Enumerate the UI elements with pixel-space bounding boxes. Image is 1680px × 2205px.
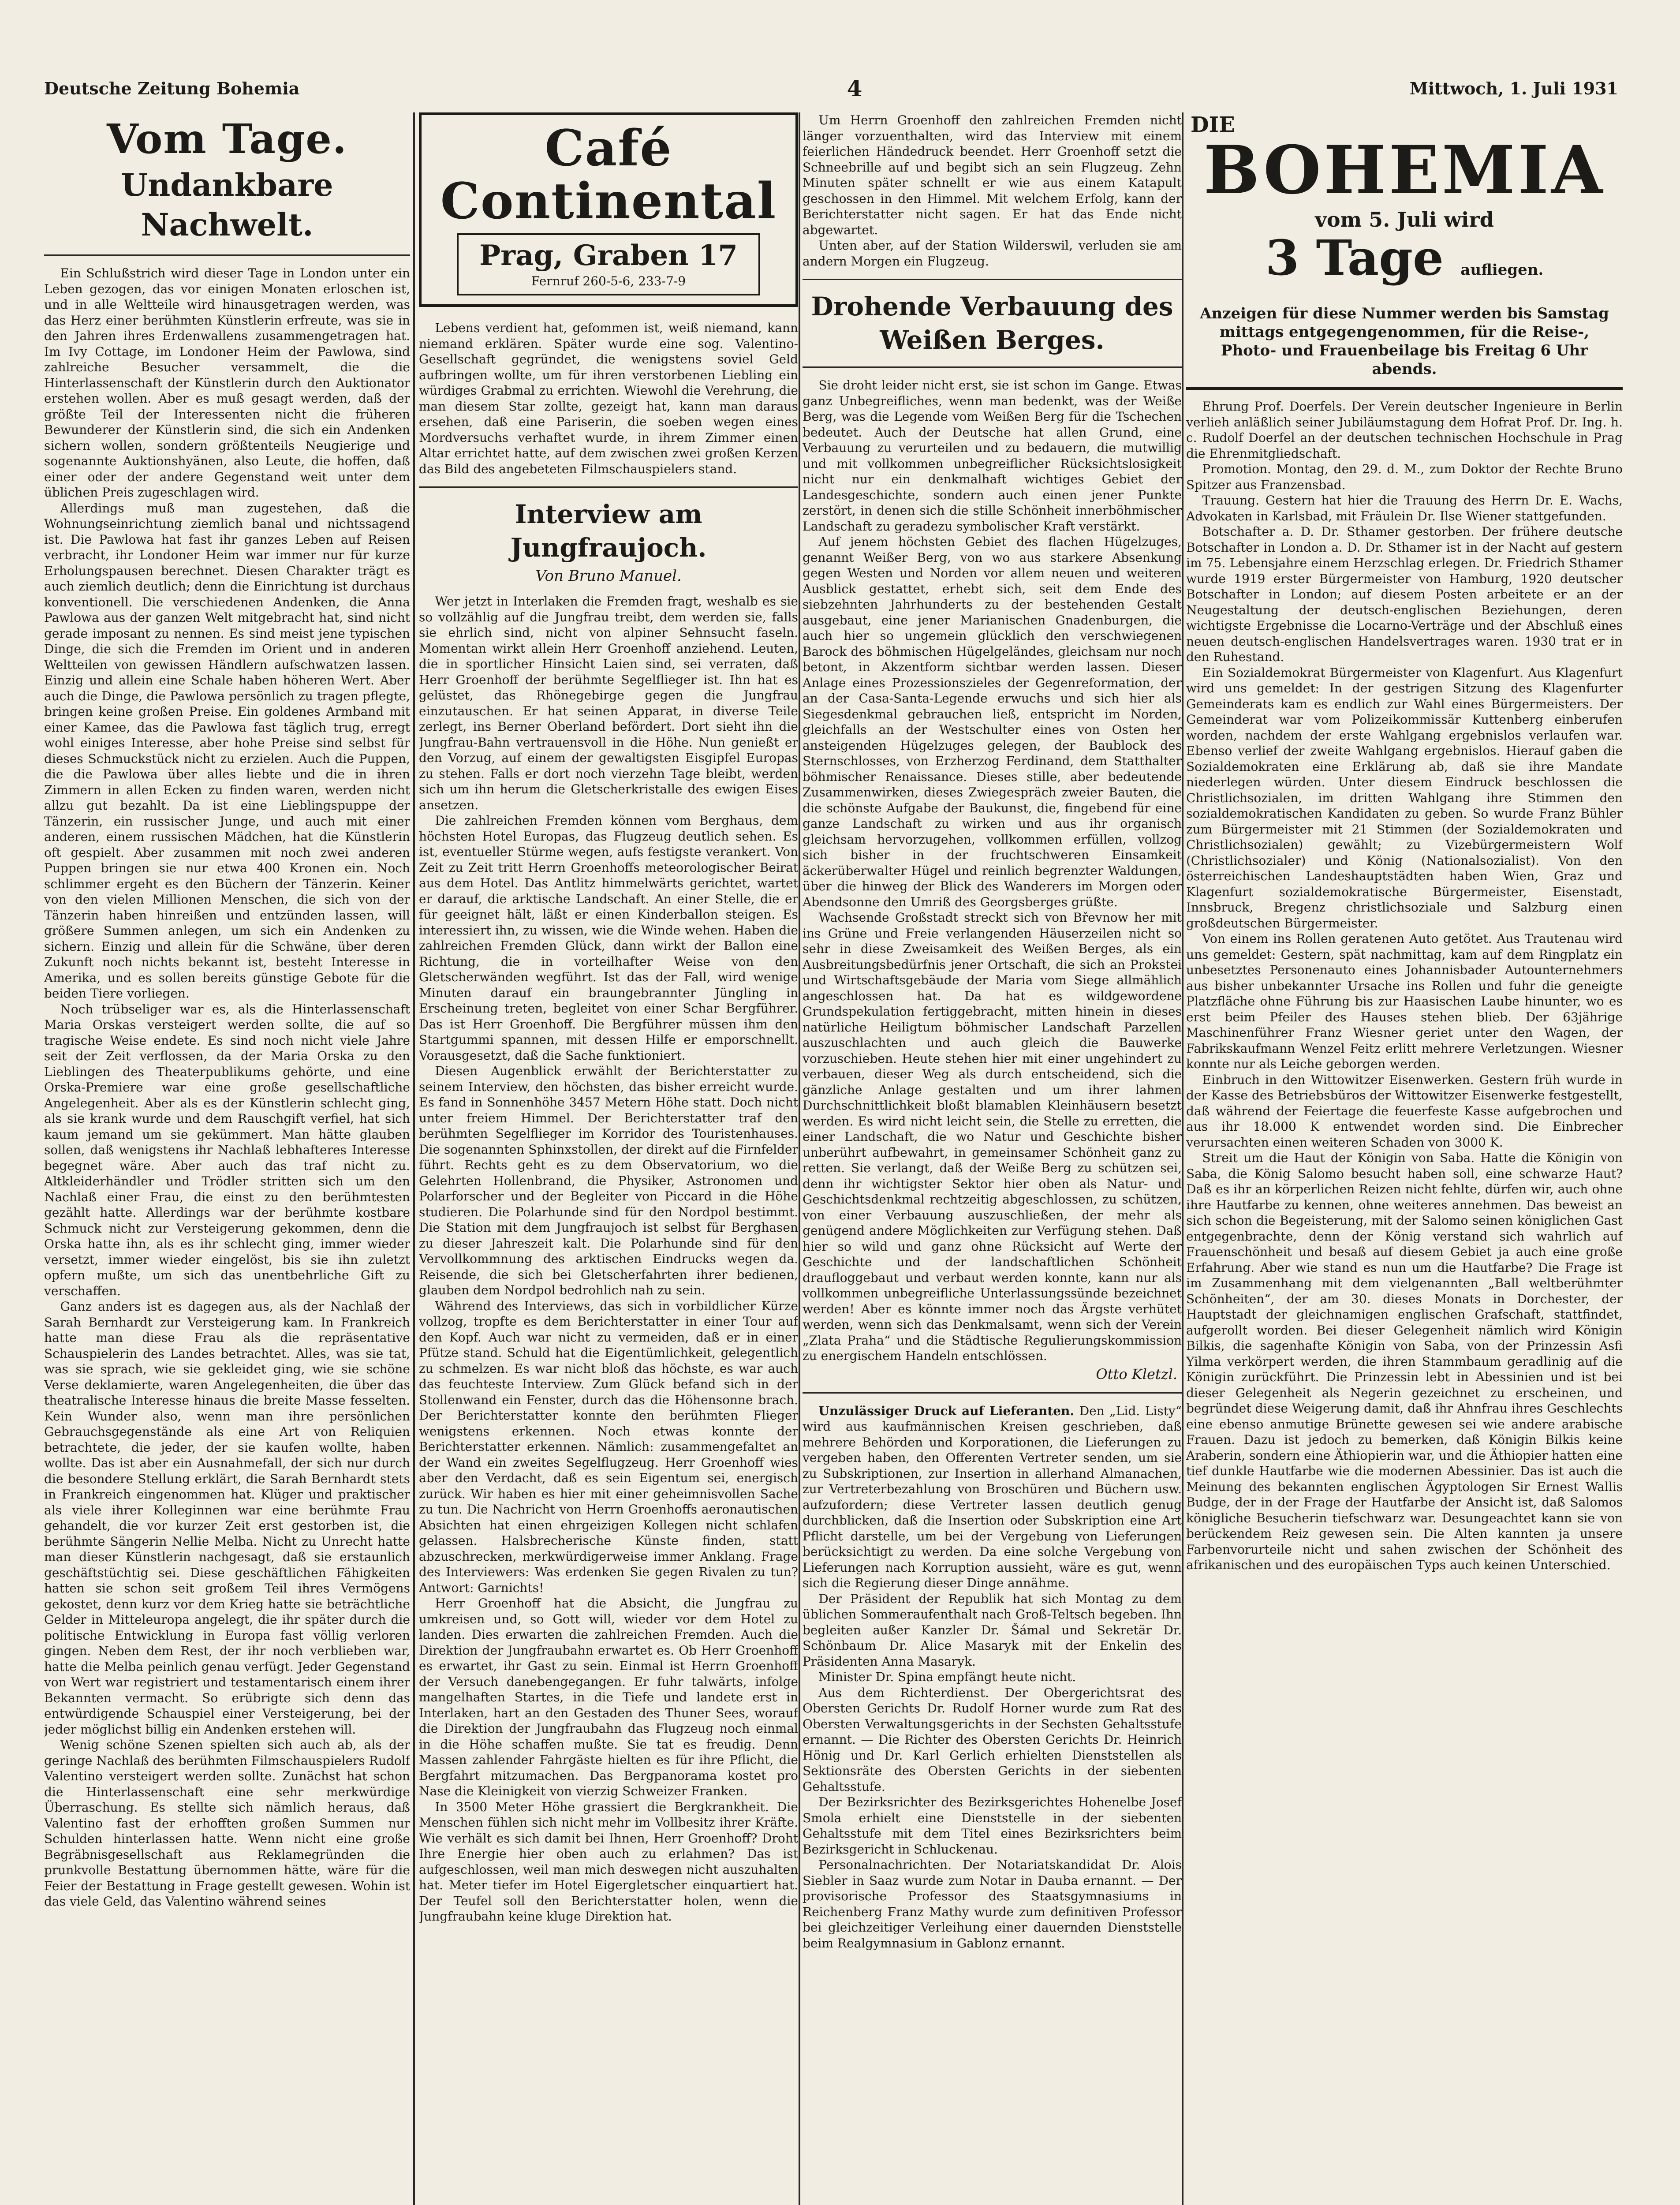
paragraph-text: Den „Lid. Listy“ wird aus kaufmännischen Kreisen geschrieben, daß mehrere Behörden und Korporationen, die Lieferungen zu vergeben haben, den Offerenten Vertreter senden, um sie zu Subskriptionen, zur Insertion in allerhand Almanachen, zur Vertreterbezahlung von Broschüren und Büchern usw. aufzufordern; diese Vertreter lassen deutlich genug durchblicken, daß die Insertion oder Subskription eine Art Pflicht darstelle, um bei der Vergebung von Lieferungen berücksichtigt zu werden. Da eine solche Vergebung von Lieferungen nach Korruption aussieht, wäre es gut, wenn sich die Regierung dieser Dinge annähme.: [803, 1403, 1182, 1590]
divider: [44, 254, 410, 256]
paragraph: Wenig schöne Szenen spielten sich auch ab, als der geringe Nachlaß des berühmten Filmschauspielers Rudolf Valentino versteigert werden sollte. Zunächst hat schon die Hinterlassenschaft eine sehr merkwürdige Überraschung. Es stellte sich nämlich heraus, daß Valentino fast der erhofften großen Summen nur Schulden hinterlassen hatte. Wenn nicht eine große Begräbnisgesellschaft aus Reklamegründen die prunkvolle Bestattung übernommen hätte, wäre für die Feier der Bestattung in Frage gestellt gewesen. Wohin ist das viele Geld, das Valentino während seines: [44, 1738, 410, 1909]
page-header: [44, 71, 1618, 106]
paragraph: Diesen Augenblick erwählt der Berichterstatter zu seinem Interview, den höchsten, das bisher erreicht wurde. Es fand in Sonnenhöhe 3457 Metern Höhe statt. Doch nicht unter freiem Himmel. Der Berichterstatter traf den berühmten Segelflieger im Korridor des Touristenhauses. Die sogenannten Sphinxstollen, der direkt auf die Firnfelder führt. Rechts geht es zu dem Observatorium, wo die Gelehrten Hollenbrand, die Physiker, Astronomen und Polarforscher und der Begleiter von Piccard in die Höhe studieren. Die Polarhunde sind für den Nordpol bestimmt. Die Station mit dem Jungfraujoch ist selbst für Berghasen zu dieser Jahreszeit kalt. Die Polarhunde sind für den Vervollkommnung des arktischen Eindrucks wegen da. Reisende, die sich bei Gletscherfahrten ihrer bedienen, glauben dem Nordpol bedrohlich nah zu sein.: [419, 1064, 798, 1297]
paragraph: Die zahlreichen Fremden können vom Berghaus, dem höchsten Hotel Europas, das Flugzeug deutlich sehen. Es ist, eventueller Stürme wegen, aufs festigste verankert. Von Zeit zu Zeit tritt Herrn Groenhoffs meteorologischer Beirat aus dem Hotel. Das Antlitz himmelwärts gerichtet, wartet er darauf, die arktische Landschaft. An einer Stelle, die er für geeignet hält, läßt er einen Kinderballon steigen. Es interessiert ihn, zu wissen, wie die Winde wehen. Haben die zahlreichen Fremden Glück, dann wirkt der Ballon eine Richtung, die in vorteilhafter Weise von den Gletscherwänden wegführt. Ist das der Fall, wird wenige Minuten darauf ein braungebrannter Jüngling in Erscheinung treten, begleitet von einer Schar Bergführer. Das ist Herr Groenhoff. Die Bergführer müssen ihm den Startgummi spannen, mit dessen Hilfe er emporschnellt. Vorausgesetzt, daß die Sache funktioniert.: [419, 813, 798, 1063]
advertisement-bohemia: [1186, 112, 1623, 390]
column-3: [803, 112, 1182, 2205]
paragraph: Streit um die Haut der Königin von Saba. Hatte die Königin von Saba, die König Salomo besucht haben soll, eine schwarze Haut? Daß es ihr an körperlichen Reizen nicht fehlte, dürfen wir, auch ohne ihre Hautfarbe zu kennen, ohne weiteres annehmen. Das beweist an sich schon die Begeisterung, mit der Salomo seinen königlichen Gast entgegenbrachte, denn der König verstand sich wahrlich auf Frauenschönheit und besaß auf diesem Gebiet ja auch eine große Erfahrung. Aber wie stand es nun um die Hautfarbe? Die Frage ist im Zusammenhang mit dem vielgenannten „Ball weltberühmter Schönheiten“, der am 30. dieses Monats in Dorchester, der Hauptstadt der gleichnamigen englischen Grafschaft, stattfindet, aufgerollt worden. Bei dieser Gelegenheit nämlich wird Königin Bilkis, die sagenhafte Königin von Saba, von der Prinzessin Asfi Yilma verkörpert werden, die ihren Stammbaum geradlinig auf die Königin zurückführt. Die Prinzessin lebt in Abessinien und ist bei dieser Gelegenheit als Negerin gezeichnet zu erscheinen, und begründet diese Weigerung damit, daß ihr Ahnfrau ihres Geschlechts eine ebenso anmutige Brünette gewesen sei wie andere arabische Frauen. Dazu ist jedoch zu bemerken, daß Königin Bilkis keine Araberin, sondern eine Äthiopierin war, und die Äthiopier hatten eine tief dunkle Hautfarbe wie die modernen Abessinier. Das ist auch die Meinung des bekannten englischen Ägyptologen Sir Ernest Wallis Budge, der in der Frage der Hautfarbe der Ansicht ist, daß Salomos königliche Besucherin tiefschwarz war. Desungeachtet kann sie von berückendem Reiz gewesen sein. Die Alten kannten ja unsere Farbenvorurteile nicht und sahen zwischen der Schönheit des afrikanischen und des europäischen Typs auch keinen Unterschied.: [1186, 1151, 1623, 1572]
page-number: 4: [847, 75, 862, 101]
paragraph: Lebens verdient hat, gefommen ist, weiß niemand, kann niemand erklären. Später wurde eine sog. Valentino-Gesellschaft gegründet, die wenigstens soviel Geld aufbringen wollte, um für ihren verstorbenen Liebling ein würdiges Grabmal zu errichten. Wiewohl die Verehrung, die man diesem Star zollte, gezeigt hat, kann man daraus ersehen, daß eine Pariserin, die soeben wegen eines Mordversuchs verhaftet wurde, in ihrem Zimmer einen Altar errichtet hatte, auf dem zwischen zwei großen Kerzen das Bild des angebeteten Filmschauspielers stand.: [419, 321, 798, 476]
paragraph: In 3500 Meter Höhe grassiert die Bergkrankheit. Die Menschen fühlen sich nicht mehr im Vollbesitz ihrer Kräfte. Wie verhält es sich damit bei Ihnen, Herr Groenhoff? Droht Ihre Energie hier oben auch zu erlahmen? Das ist aufgeschlossen, weil man mich deswegen nicht auszuhalten hat. Meter tiefer im Hotel Eigergletscher einquartiert hat. Der Teufel soll den Berichterstatter holen, wenn die Jungfraubahn keine kluge Direktion hat.: [419, 1799, 798, 1924]
ad-days-text: 3 Tage: [1265, 229, 1444, 286]
column-2: [419, 112, 798, 2205]
column-4: [1186, 112, 1623, 2205]
article-title: Interview am Jungfraujoch.: [510, 499, 707, 563]
article-title: Drohende Verbauung des Weißen Berges.: [811, 292, 1173, 355]
column-rule: [799, 112, 800, 2205]
paragraph: Unten aber, auf der Station Wilderswil, verluden sie am andern Morgen ein Flugzeug.: [803, 238, 1182, 269]
ad-cafe-address: Prag, Graben 17: [479, 239, 738, 272]
spacer: [1186, 390, 1623, 399]
divider: [803, 366, 1182, 368]
ad-bohemia-line: vom 5. Juli wird: [1315, 208, 1494, 232]
paragraph: Von einem ins Rollen geratenen Auto getötet. Aus Trautenau wird uns gemeldet: Gestern, spät nachmittag, kam auf dem Ringplatz ein unbesetztes Personenauto eines Johannisbader Autounternehmers aus bisher unbekannter Ursache ins Rollen und fuhr die geneigte Platzfläche ohne Führung bis zur Haasischen Laube hinunter, wo es erst beim Pfeiler des Hauses stehen blieb. Der 63jährige Maschinenführer Franz Wiesner geriet unter den Wagen, der Fabrikskaufmann Wenzel Feitz erlitt mehrere Verletzungen. Wiesner konnte nur als Leiche geborgen werden.: [1186, 931, 1623, 1071]
paragraph: Botschafter a. D. Dr. Sthamer gestorben. Der frühere deutsche Botschafter in London a. D. Dr. Sthamer ist in der Nacht auf gestern im 75. Lebensjahre einem Herzschlag erlegen. Dr. Friedrich Sthamer wurde 1919 erster Bürgermeister von Hamburg, 1920 deutscher Botschafter in London; auf diesem Posten arbeitete er an der Neugestaltung der deutsch-englischen Beziehungen, deren wichtigste Ergebnisse die Locarno-Verträge und der Abschluß eines neuen deutsch-englischen Handelsvertrages waren. 1930 trat er in den Ruhestand.: [1186, 524, 1623, 664]
paragraph: Ein Schlußstrich wird dieser Tage in London unter ein Leben gezogen, das vor einigen Monaten erloschen ist, und in alle Weltteile wird hinausgetragen werden, was das Herz einer berühmten Künstlerin erfreute, was sie in den Jahren ihres Erdenwallens zusammengetragen hat. Im Ivy Cottage, im Londoner Heim der Pawlowa, sind zahlreiche Besucher versammelt, die die Hinterlassenschaft der Künstlerin durch den Auktionator erstehen wollen. Aber es muß gesagt werden, daß der größte Teil der Interessenten nicht die früheren Bewunderer der Künstlerin sind, die sich ein Andenken sichern wollen, sondern größtenteils Neugierige und sogenannte Auktionshyänen, also Leute, die hoffen, daß einer oder der andere Gegenstand weit unter dem üblichen Preis zugeschlagen wird.: [44, 266, 410, 500]
paragraph: Aus dem Richterdienst. Der Obergerichtsrat des Obersten Gerichts Dr. Rudolf Horner wurde zum Rat des Obersten Verwaltungsgerichts in der Sechsten Gehaltsstufe ernannt. — Die Richter des Obersten Gerichts Dr. Heinrich Hönig und Dr. Karl Gerlich erhielten Dienststellen als Sektionsräte des Obersten Gerichts in der siebenten Gehaltsstufe.: [803, 1685, 1182, 1794]
paragraph: Ehrung Prof. Doerfels. Der Verein deutscher Ingenieure in Berlin verlieh anläßlich seiner Jubiläumstagung dem Hofrat Prof. Dr. Ing. h. c. Rudolf Doerfel an der deutschen technischen Hochschule in Prag die Ehrenmitgliedschaft.: [1186, 399, 1623, 461]
paragraph: Einbruch in den Wittowitzer Eisenwerken. Gestern früh wurde in der Kasse des Betriebsbüros der Wittowitzer Eisenwerke festgestellt, daß während der Feiertage die feuerfeste Kasse aufgebrochen und aus ihr 18.000 K entwendet worden sind. Die Einbrecher verursachten einen weiteren Schaden von 3000 K.: [1186, 1072, 1623, 1150]
paragraph: Personalnachrichten. Der Notariatskandidat Dr. Alois Siebler in Saaz wurde zum Notar in Daubа ernannt. — Der provisorische Professor des Staatsgymnasiums in Reichenberg Franz Mathy wurde zum definitiven Professor bei gleichzeitiger Verleihung einer dauernden Dienststelle beim Realgymnasium in Gablonz ernannt.: [803, 1857, 1182, 1951]
paragraph: Noch trübseliger war es, als die Hinterlassenschaft Maria Orskas versteigert werden sollte, die auf so tragische Weise endete. Es sind noch nicht viele Jahre seit der Zeit verflossen, da der Maria Orska zu den Lieblingen des Theaterpublikums gehörte, und eine Orska-Premiere war eine große gesellschaftliche Angelegenheit. Aber als es der Künstlerin schlecht ging, als sie krank wurde und dem Rauschgift verfiel, hat sich kaum jemand um sie gekümmert. Man hätte glauben sollen, daß wenigstens ihr Nachlaß lebhafteres Interesse begegnet wäre. Aber auch das traf nicht zu. Altkleiderhändler und Trödler stritten sich um den Nachlaß einer Frau, die einst zu den berühmtesten gezählt hatte. Allerdings war der berühmte kostbare Schmuck nicht zur Versteigerung gekommen, denn die Orska hatte ihn, als es ihr schlecht ging, immer wieder versetzt, immer wieder eingelöst, bis sie ihn zuletzt opfern mußte, um sich das unentbehrliche Gift zu verschaffen.: [44, 1002, 410, 1298]
paper-name: Deutsche Zeitung Bohemia: [44, 78, 300, 98]
divider: [803, 279, 1182, 280]
divider: [419, 486, 798, 488]
ad-cafe-phone: Fernruf 260-5-6, 233-7-9: [531, 274, 686, 288]
paragraph: Der Präsident der Republik hat sich Montag zu dem üblichen Sommeraufenthalt nach Groß-Teltsch begeben. Ihn begleiten außer Kanzler Dr. Šámal und Sekretär Dr. Schönbaum Dr. Alice Masaryk mit der Enkelin des Präsidenten Anna Masaryk.: [803, 1591, 1182, 1669]
ad-bohemia-title: BOHEMIA: [1203, 131, 1605, 209]
paragraph: Wer jetzt in Interlaken die Fremden fragt, weshalb es sie so vollzählig auf die Jungfrau treibt, dem werden sie, falls sie ehrlich sind, nicht von alpiner Sehnsucht faseln. Momentan wirkt allein Herr Groenhoff anziehend. Leuten, die in sportlicher Hinsicht Laien sind, sei verraten, daß Herr Groenhoff der berühmte Segelflieger ist. Ihn hat es gelüstet, das Rhönegebirge gegen die Jungfrau einzutauschen. Er hat seinen Apparat, in diverse Teile zerlegt, ins Berner Oberland befördert. Dort sieht ihn die Jungfrau-Bahn vertrauensvoll in die Höhe. Nun genießt er den Vorzug, auf einem der gewaltigsten Eisgipfel Europas zu stehen. Falls er dort noch vierzehn Tage bleibt, werden sich um ihn herum die Gletscherkristalle des ewigen Eises ansetzen.: [419, 594, 798, 812]
paragraph: Ganz anders ist es dagegen aus, als der Nachlaß der Sarah Bernhardt zur Versteigerung kam. In Frankreich hatte man diese Frau als die repräsentative Schauspielerin des Landes betrachtet. Alles, was sie tat, was sie sprach, wie sie gekleidet ging, wie sie schöne Verse deklamierte, waren Angelegenheiten, die über das theatralische Interesse hinaus die breite Masse fesselten. Kein Wunder also, wenn man ihre persönlichen Gebrauchsgegenstände als eine Art von Reliquien betrachtete, die jeder, der sie kaufen wollte, haben wollte. Das ist aber ein Ausnahmefall, der sich nur durch die besondere Stellung erklärt, die Sarah Bernhardt stets in Frankreich eingenommen hat. Klüger und praktischer als viele ihrer Kolleginnen war eine berühmte Frau gehandelt, die vor kurzer Zeit erst gestorben ist, die berühmte Sängerin Nellie Melba. Nicht zu Unrecht hatte man dieser Künstlerin nachgesagt, daß sie erstaunlich geschäftstüchtig sei. Diese geschäftlichen Fähigkeiten hatten sie schon seit großem Teil ihres Vermögens gekostet, denn kurz vor dem Krieg hatte sie beträchtliche Gelder in Mitteleuropa angelegt, die ihr später durch die politische Entwicklung in Europa fast völlig verloren gingen. Neben dem Rest, der ihr noch verblieben war, hatte die Melba peinlich genau verfügt. Jeder Gegenstand von Wert war registriert und testamentarisch einem ihrer Bekannten vermacht. So erübrigte sich denn das entwürdigende Schauspiel einer Versteigerung, bei der jeder möglichst billig ein Andenken erstehen will.: [44, 1299, 410, 1737]
paragraph: Minister Dr. Spina empfängt heute nicht.: [818, 1670, 1076, 1684]
paragraph: Der Bezirksrichter des Bezirksgerichtes Hohenelbe Josef Smola erhielt eine Dienststelle in der siebenten Gehaltsstufe mit dem Titel eines Bezirksrichters beim Bezirksgericht in Schluckenau.: [803, 1795, 1182, 1857]
divider: [803, 1392, 1182, 1394]
paragraph: Herr Groenhoff hat die Absicht, die Jungfrau zu umkreisen und, so Gott will, wieder vor dem Hotel zu landen. Dies erwarten die zahlreichen Fremden. Auch die Direktion der Jungfraubahn erwartet es. Ob Herr Groenhoff es erwartet, ihr Gast zu sein. Einmal ist Herrn Groenhoff der Versuch danebengegangen. Er fuhr talwärts, infolge mangelhaften Startes, in die Tiefe und landete erst in Interlaken, hart an den Gestaden des Thuner Sees, worauf die Direktion der Jungfraubahn das Flugzeug noch einmal in die Höhe schaffen mußte. Sie tat es freudig. Denn Massen zahlender Fahrgäste hielten es für ihre Pflicht, die Bergfahrt mitzumachen. Das Bergpanorama kostet pro Nase die Kleinigkeit von vierzig Schweizer Franken.: [419, 1596, 798, 1798]
author-signature: Otto Kletzl.: [1096, 1365, 1177, 1383]
ad-cafe-address-box: [457, 233, 760, 295]
section-heading: Vom Tage.: [107, 115, 347, 163]
paragraph: Auf jenem höchsten Gebiet des flachen Hügelzuges, genannt Weißer Berg, von wo aus starkere Absenkung gegen Westen und Norden vor allem neuen und weiteren Ausblick gestattet, erhebt sich, seit dem Ende des siebzehnten Jahrhunderts zu der bestehenden Gestalt ausgebaut, eine jener Marianischen Gnadenburgen, die auch hier so ungemein glücklich den verschwiegenen Barock des böhmischen Hügelgeländes, gleichsam nur noch betont, in Akzentform sichtbar werden lassen. Dieser Anlage eines Prozessionszieles der Gegenreformation, der an der Casa-Santa-Legende erwuchs und sich hier als Siegesdenkmal gebrauchen ließ, entspricht im Norden, gleichfalls an der Westschulter eines von Osten her ansteigenden Hügelzuges gelegen, der Baublock des Sternschlosses, von Erzherzog Ferdinand, dem Statthalter böhmischer Renaissance. Dieses stille, aber bedeutende Zusammenwirken, dieses Zwiegespräch zweier Bauten, die die schönste Aufgabe der Baukunst, die, fingebend für eine ganze Landschaft zu wirken und aus ihr organisch gleichsam hervorzugehen, vollkommen erfüllen, vollzog sich bisher in der fruchtschweren Einsamkeit äckerüberwalter Hügel und reinlich begrenzter Waldungen, über die hinweg der Blick des Wanderers im Morgen oder Abendsonne den Umriß des Georgsberges grüßte.: [803, 534, 1182, 909]
paragraph: Sie droht leider nicht erst, sie ist schon im Gange. Etwas ganz Unbegreifliches, wenn man bedenkt, was der Weiße Berg, was die Legende vom Weißen Berg für die Tschechen bedeutet. Auch der Deutsche hat allen Grund, eine Verbauung zu verurteilen und zu bedauern, die mutwillig und mit vollkommen unbegreiflicher Rücksichtslosigkeit nicht nur ein denkmalhaft wichtiges Gebiet der Landesgeschichte, sondern auch einen jener Punkte zerstört, in denen sich die stille Schönheit innerböhmischer Landschaft zu geradezu symbolischer Kraft verstärkt.: [803, 378, 1182, 534]
column-1: [44, 112, 410, 2205]
column-rule: [1182, 112, 1183, 2205]
paragraph: Wachsende Großstadt streckt sich von Břevnow her mit ins Grüne und Freie verlangenden Häuserzeilen nicht so sehr in diese Zweisamkeit des Weißen Berges, als ein Ausbreitungsbedürfnis jener Ortschaft, die sich an Prokstei und Wirtschaftsgebäude der Maria vom Siege allmählich angeschlossen hat. Da hat es wildgewordene Grundspekulation fertiggebracht, mitten hinein in dieses natürliche Heiligtum böhmischer Landschaft Parzellen auszuschlachten und auch gleich die Bauwerke vorzuschieben. Heute stehen hier mit einer ungehindert zu verbauen, dieser Weg als durch entscheidend, sich die gänzliche Anlage gestalten und um ihrer lahmen Durchschnittlichkeit bloßt blamablen Kleinhäusern besetzt werden. Es wird nicht leicht sein, die Stelle zu erretten, die einer Landschaft, die wo Natur und Geschichte bisher unberührt aufbewahrt, in gemeinsamer Schönheit ganz zu retten. Sie verlangt, daß der Weiße Berg zu schützen sei, denn ihr wichtigster Sektor hier oben als Natur- und Geschichtsdenkmal rechtzeitig abgeschlossen, zu schützen, von einer Verbauung auszuschließen, der mehr als genügend andere Möglichkeiten zur Verfügung stehen. Daß hier so wild und ganz ohne Rücksicht auf Werte der Geschichte und der landschaftlichen Schönheit draufloggebaut und verbaut werden konnte, kann nur als vollkommen unbegreifliche Unterlassungssünde bezeichnet werden! Aber es könnte immer noch das Ärgste verhütet werden, wenn sich das Denkmalsamt, wenn sich der Verein „Zlata Praha“ und die Städtische Regulierungskommission zu energischem Handeln entschlössen.: [803, 910, 1182, 1363]
article-title: Undankbare Nachwelt.: [121, 167, 333, 243]
paragraph: Um Herrn Groenhoff den zahlreichen Fremden nicht länger vorzuenthalten, wird das Interview mit einem feierlichen Händedruck beendet. Herr Groenhoff setzt die Schneebrille auf und begibt sich an sein Flugzeug. Zehn Minuten später schnellt er wie aus einem Katapult geschossen in den Himmel. Mit welchem Erfolg, kann der Berichterstatter nicht sagen. Er hat das Ende nicht abgewartet.: [803, 113, 1182, 237]
ad-days-suffix: aufliegen.: [1460, 261, 1544, 279]
paragraph: Trauung. Gestern hat hier die Trauung des Herrn Dr. E. Wachs, Advokaten in Karlsbad, mit Fräulein Dr. Ilse Wiener stattgefunden.: [1186, 493, 1623, 523]
paragraph: Während des Interviews, das sich in vorbildlicher Kürze vollzog, tropfte es dem Berichterstatter in einer Tour auf den Kopf. Auch war nicht zu vermeiden, daß er in einer Pfütze stand. Schuld hat die Eigentümlichkeit, gelegentlich zu schmelzen. Es war nicht bloß das höchste, es war auch das feuchteste Interview. Zum Glück befand sich in der Stollenwand ein Fenster, durch das die Höhensonne brach. Der Berichterstatter konnte den berühmten Flieger wenigstens erkennen. Noch etwas konnte der Berichterstatter erkennen. Nämlich: zusammengefaltet an der Wand ein zweites Segelflugzeug. Herr Groenhoff wies aber den Verdacht, daß es sein Eigentum sei, energisch zurück. Wir haben es hier mit einer geheimnisvollen Sache zu tun. Die Nachricht von Herrn Groenhoffs aeronautischen Absichten hat einen ehrgeizigen Kollegen nicht schlafen gelassen. Halsbrecherische Künste finden, statt abzuschrecken, merkwürdigerweise immer Anklang. Frage des Interviewers: Was erdenken Sie gegen Rivalen zu tun? Antwort: Garnichts!: [419, 1298, 798, 1595]
issue-date: Mittwoch, 1. Juli 1931: [1409, 78, 1618, 98]
ad-cafe-name: Café Continental: [440, 120, 777, 230]
paragraph: Ein Sozialdemokrat Bürgermeister von Klagenfurt. Aus Klagenfurt wird uns gemeldet: In der gestrigen Sitzung des Klagenfurter Gemeinderats kam es endlich zur Wahl eines Bürgermeisters. Der Gemeinderat war vom Polizeikommissär Kuttenberg einberufen worden, nachdem der erste Wahlgang ergebnislos verlaufen war. Ebenso verlief der zweite Wahlgang ergebnislos. Hierauf gaben die Sozialdemokraten eine Erklärung ab, daß sie ihre Mandate niederlegen würden. Unter diesem Eindruck beschlossen die Christlichsozialen, im dritten Wahlgang ihre Stimmen den sozialdemokratischen Kandidaten zu geben. So wurde Franz Bühler zum Bürgermeister mit 21 Stimmen (der Sozialdemokraten und Christlichsozialen) gewählt; zu Vizebürgermeistern Wolf (Christlichsozialer) und König (Nationalsozialist). Von den österreichischen Landeshauptstädten haben Wien, Graz und Klagenfurt sozialdemokratische Bürgermeister, Eisenstadt, Innsbruck, Bregenz christlichsoziale und Salzburg einen großdeutschen Bürgermeister.: [1186, 665, 1623, 931]
ad-bohemia-info: Anzeigen für diese Nummer werden bis Samstag mittags entgegengenommen, für die Reise-, Photo- und Frauenbeilage bis Freitag 6 Uhr abends.: [1200, 305, 1609, 378]
paragraph: Allerdings muß man zugestehen, daß die Wohnungseinrichtung ziemlich banal und nichtssagend ist. Die Pawlowa hat fast ihr ganzes Leben auf Reisen verbracht, ihr Londoner Heim war immer nur für kurze Erholungspausen berechnet. Diesen Charakter trägt es auch ziemlich deutlich; denn die Einrichtung ist durchaus konventionell. Die verschiedenen Andenken, die Anna Pawlowa aus der ganzen Welt mitgebracht hat, sind nicht gerade imposant zu nennen. Es sind meist jene typischen Dinge, die sich die Fremden im Orient und in anderen Weltteilen von gewissen Händlern aufschwatzen lassen. Einzig und allein eine Schale haben höheren Wert. Aber auch die Dinge, die Pawlowa persönlich zu tragen pflegte, bringen keine großen Preise. Ein goldenes Armband mit einer Kamee, das die Pawlowa fast täglich trug, erregt wohl einiges Interesse, aber hohe Preise sind selbst für dieses Schmuckstück nicht zu erzielen. Auch die Puppen, die die Pawlowa über alles liebte und die in ihren Zimmern in allen Ecken zu finden waren, werden nicht allzu gut bezahlt. Da ist eine Lieblingspuppe der Tänzerin, ein russischer Junge, und auch mit einer anderen, einem russischen Mädchen, hat die Künstlerin oft gespielt. Aber zusammen mit noch zwei anderen Puppen bringen sie nur etwa 400 Kronen ein. Noch schlimmer ergeht es den Büchern der Tänzerin. Keiner von den vielen Millionen Menschen, die sich von der Tänzerin haben hinreißen und entzünden lassen, will größere Summen anlegen, um sich ein Andenken zu sichern. Einzig und allein für die Schwäne, über deren Zukunft noch nichts bekannt ist, besteht Interesse in Amerika, und es sollen bereits günstige Gebote für die beiden Tiere vorliegen.: [44, 501, 410, 1001]
column-rule: [413, 112, 415, 2205]
paragraph: Promotion. Montag, den 29. d. M., zum Doktor der Rechte Bruno Spitzer aus Franzensbad.: [1186, 462, 1623, 492]
paragraph: [803, 1403, 1182, 1591]
advertisement-cafe: [419, 112, 798, 307]
ad-bohemia-die: DIE: [1191, 112, 1235, 137]
byline: Von Bruno Manuel.: [535, 567, 682, 585]
article-lead: Unzulässiger Druck auf Lieferanten.: [818, 1403, 1075, 1418]
ad-bohemia-days: [1191, 229, 1618, 296]
